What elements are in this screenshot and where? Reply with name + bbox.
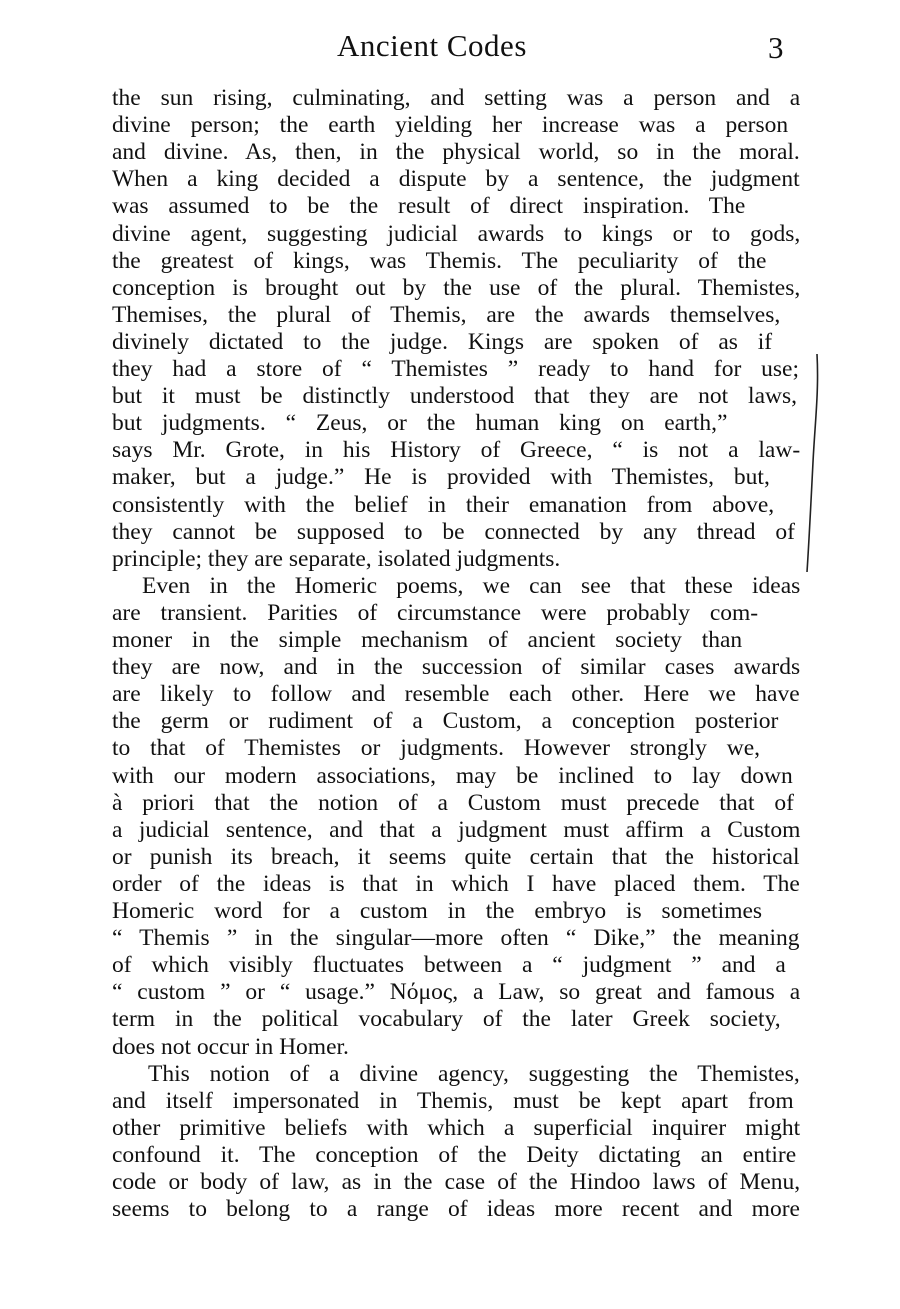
text-line: When a king decided a dispute by a sentence, the judgment xyxy=(112,166,800,192)
text-line: but judgments. “ Zeus, or the human king on earth,” xyxy=(112,410,728,436)
text-line: divinely dictated to the judge. Kings are spoken of as if xyxy=(112,329,773,355)
text-line: principle; they are separate, isolated judgments. xyxy=(112,546,561,572)
text-line: of which visibly fluctuates between a “ judgment ” and a xyxy=(112,952,786,978)
text-line: are transient. Parities of circumstance were probably com- xyxy=(112,600,759,626)
text-line: Even in the Homeric poems, we can see that these ideas xyxy=(142,573,801,599)
text-line: term in the political vocabulary of the later Greek society, xyxy=(112,1006,781,1032)
page-number: 3 xyxy=(768,30,784,65)
text-line: “ custom ” or “ usage.” Nόμος, a Law, so great and famous a xyxy=(112,979,801,1005)
text-line: other primitive beliefs with which a superficial inquirer might xyxy=(112,1115,801,1141)
text-line: confound it. The conception of the Deity dictating an entire xyxy=(112,1142,797,1168)
text-line: or punish its breach, it seems quite certain that the historical xyxy=(112,844,800,870)
text-line: they cannot be supposed to be connected by any thread of xyxy=(112,519,795,545)
text-line: This notion of a divine agency, suggesting the Themistes, xyxy=(148,1061,800,1087)
text-line: but it must be distinctly understood that they are not laws, xyxy=(112,383,797,409)
text-line: maker, but a judge.” He is provided with Themistes, but, xyxy=(112,464,770,490)
running-title: Ancient Codes xyxy=(337,28,527,63)
text-line: seems to belong to a range of ideas more recent and more xyxy=(112,1196,800,1222)
text-line: are likely to follow and resemble each other. Here we have xyxy=(112,681,800,707)
text-line: conception is brought out by the use of the plural. Themistes, xyxy=(112,275,801,301)
text-line: à priori that the notion of a Custom must precede that of xyxy=(112,790,794,816)
text-line: Themises, the plural of Themis, are the awards themselves, xyxy=(112,302,781,328)
text-line: they had a store of “ Themistes ” ready to hand for use; xyxy=(112,356,800,382)
text-line: the sun rising, culminating, and setting was a person and a xyxy=(112,85,801,111)
text-line: was assumed to be the result of direct inspiration. The xyxy=(112,193,746,219)
text-line: they are now, and in the succession of similar cases awards xyxy=(112,654,801,680)
text-line: the greatest of kings, was Themis. The peculiarity of the xyxy=(112,248,767,274)
text-line: order of the ideas is that in which I have placed them. The xyxy=(112,871,800,897)
text-line: does not occur in Homer. xyxy=(112,1034,349,1060)
text-line: code or body of law, as in the case of the Hindoo laws of Menu, xyxy=(112,1169,801,1195)
text-line: Homeric word for a custom in the embryo is sometimes xyxy=(112,898,763,924)
margin-bracket-mark xyxy=(803,352,821,574)
text-line: “ Themis ” in the singular—more often “ Dike,” the meaning xyxy=(112,925,800,951)
text-line: divine person; the earth yielding her increase was a person xyxy=(112,112,789,138)
text-line: says Mr. Grote, in his History of Greece, “ is not a law- xyxy=(112,437,801,463)
text-line: and itself impersonated in Themis, must be kept apart from xyxy=(112,1088,794,1114)
text-line: consistently with the belief in their emanation from above, xyxy=(112,492,775,518)
text-line: with our modern associations, may be inclined to lay down xyxy=(112,763,793,789)
text-line: divine agent, suggesting judicial awards to kings or to gods, xyxy=(112,221,801,247)
text-line: moner in the simple mechanism of ancient society than xyxy=(112,627,743,653)
text-line: the germ or rudiment of a Custom, a conception posterior xyxy=(112,708,779,734)
text-line: to that of Themistes or judgments. However strongly we, xyxy=(112,735,761,761)
text-line: a judicial sentence, and that a judgment must affirm a Custom xyxy=(112,817,801,843)
text-line: and divine. As, then, in the physical world, so in the moral. xyxy=(112,139,800,165)
